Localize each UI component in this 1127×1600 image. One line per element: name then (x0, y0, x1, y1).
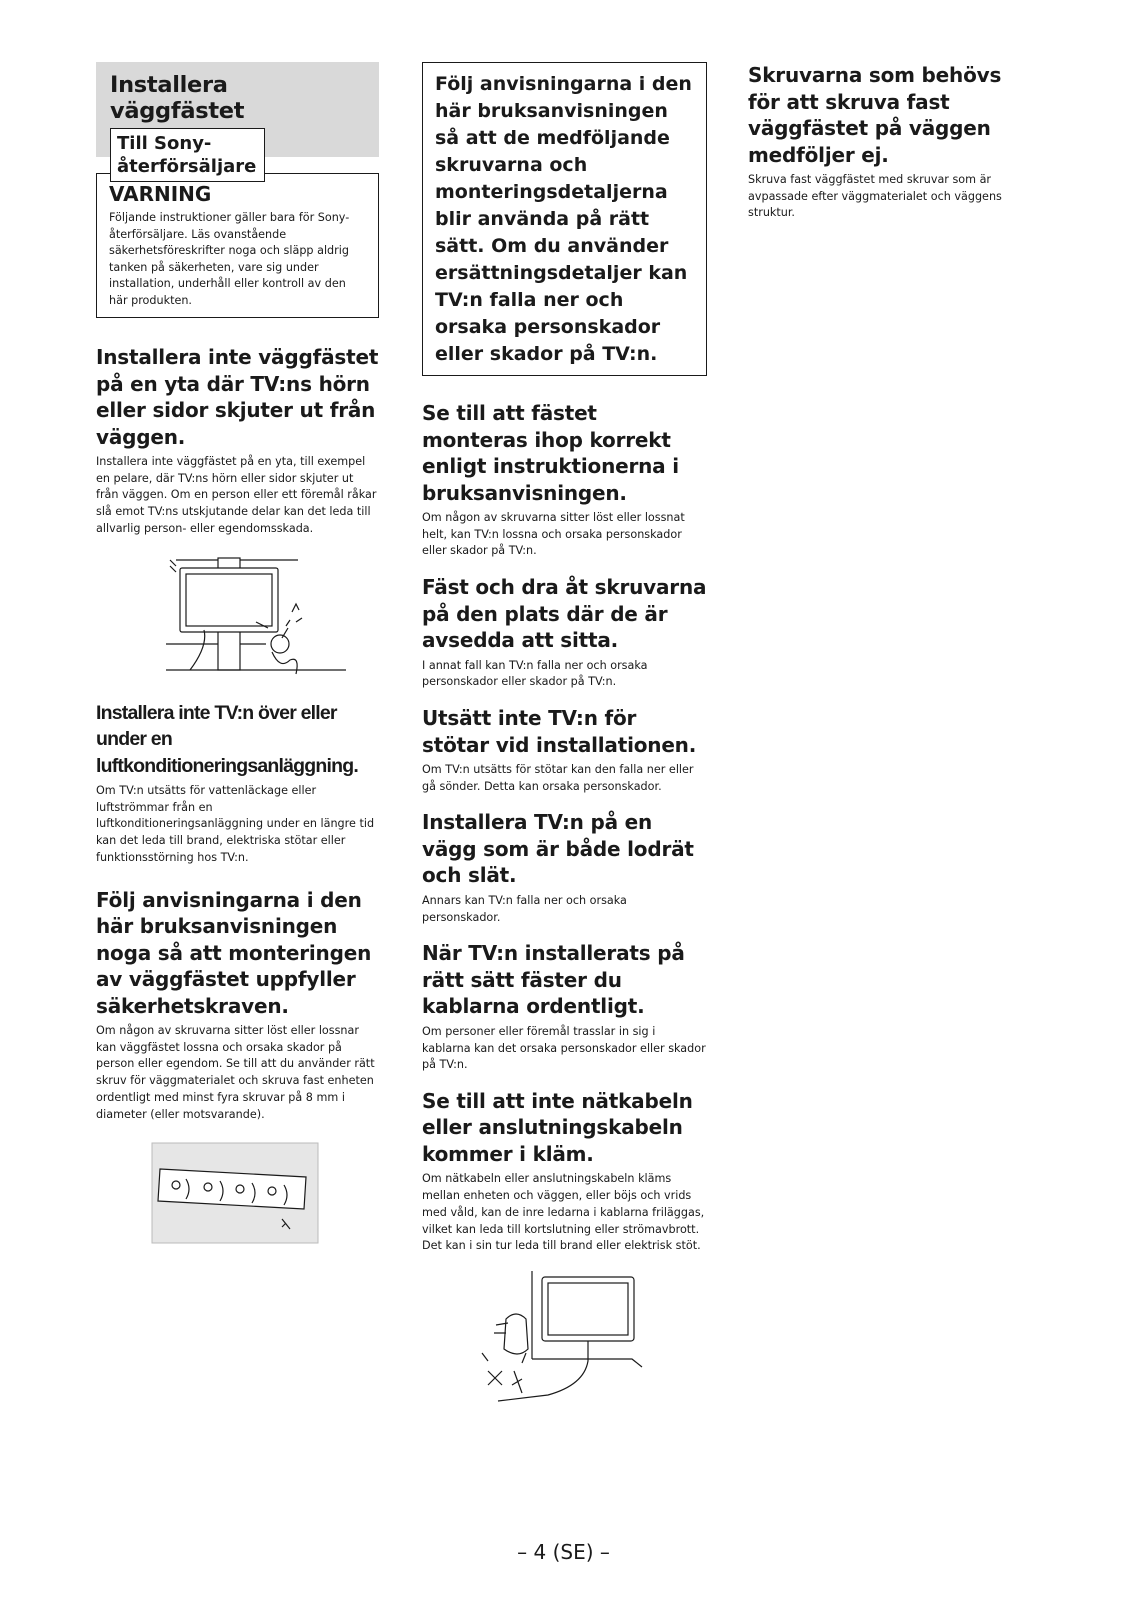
section-heading: Se till att fästet monteras ihop korrekt enligt instruktionerna i bruksanvisningen. (422, 401, 679, 505)
section-vertical-wall (422, 809, 707, 926)
cable-pinch-illustration (422, 1267, 707, 1407)
section-text: Om nätkabeln eller anslutningskabeln kläms mellan enheten och väggen, eller böjs och vrids med våld, kan de inre ledarna i kablarna friläggas, vilket kan leda till kortslutning eller strömavbrott. Det kan i sin tur leda till brand eller elektrisk stöt. (422, 1172, 705, 1253)
section-text: Skruva fast väggfästet med skruvar som är avpassade efter väggmaterialet och väggens struktur. (748, 173, 1002, 220)
section-heading: Installera TV:n på en vägg som är både lodrät och slät. (422, 810, 694, 888)
wall-bracket-illustration (96, 1137, 379, 1249)
section-heading: Installera inte TV:n över eller under en luftkonditioneringsanläggning. (96, 701, 358, 777)
section-text: Om TV:n utsätts för stötar kan den falla ner eller gå sönder. Detta kan orsaka personskador. (422, 763, 694, 793)
audience-tag: Till Sony- återförsäljare (110, 128, 265, 182)
notice-box (422, 62, 707, 376)
column-right (748, 62, 1038, 222)
section-text: Om TV:n utsätts för vattenläckage eller luftströmmar från en luftkonditioneringsanläggning under en längre tid kan det leda till brand, elektriska stötar eller funktionsstörning hos TV:n. (96, 784, 375, 864)
column-left (96, 62, 379, 1249)
page-title: Installera väggfästet (110, 72, 245, 124)
warning-text: Följande instruktioner gäller bara för Sony-återförsäljare. Läs ovanstående säkerhetsföreskrifter noga och släpp aldrig tanken på säkerheten, vare sig under installation, underhåll eller kontroll av den här produkten. (109, 211, 350, 307)
section-follow-instructions (96, 887, 379, 1124)
section-text: Om personer eller föremål trasslar in sig i kablarna kan det orsaka personskador eller skador på TV:n. (422, 1024, 706, 1072)
page-number: – 4 (SE) – (517, 1540, 610, 1564)
section-text: Om någon av skruvarna sitter löst eller lossnat helt, kan TV:n lossna och orsaka personskador eller skador på TV:n. (422, 511, 685, 558)
section-heading: Utsätt inte TV:n för stötar vid installationen. (422, 706, 697, 757)
section-text: Om någon av skruvarna sitter löst eller lossnar kan väggfästet lossna och orsaka skador på person eller egendom. Se till att du använder rätt skruv för väggmaterialet och skruva fast enheten ordentligt med minst fyra skruvar på 8 mm i diameter (eller motsvarande). (96, 1024, 375, 1121)
section-text: Annars kan TV:n falla ner och orsaka personskador. (422, 893, 627, 924)
section-corner-protrusion (96, 344, 379, 538)
section-cable-pinch (422, 1088, 707, 1255)
section-heading: Se till att inte nätkabeln eller anslutningskabeln kommer i kläm. (422, 1088, 693, 1166)
section-text: I annat fall kan TV:n falla ner och orsaka personskador eller skador på TV:n. (422, 658, 648, 689)
section-air-conditioner (96, 700, 379, 867)
warning-heading: VARNING (109, 182, 212, 206)
section-assembly (422, 400, 707, 560)
section-heading: Fäst och dra åt skruvarna på den plats där de är avsedda att sitta. (422, 575, 707, 653)
section-secure-cables (422, 940, 707, 1074)
section-no-shocks (422, 705, 707, 795)
section-heading: Installera inte väggfästet på en yta där TV:ns hörn eller sidor skjuter ut från väggen. (96, 345, 379, 449)
section-title-box (96, 62, 379, 177)
section-text: Installera inte väggfästet på en yta, till exempel en pelare, där TV:ns hörn eller sidor skjuter ut från väggen. Om en person eller ett föremål råkar slå emot TV:ns utskjutande delar kan det leda till allvarlig person- eller egendomsskada. (96, 455, 377, 535)
pillar-collision-illustration (96, 552, 379, 682)
section-tighten-screws (422, 574, 707, 691)
column-middle (422, 62, 707, 1407)
section-heading: Skruvarna som behövs för att skruva fast väggfästet på väggen medföljer ej. (748, 63, 1002, 167)
warning-box (96, 173, 379, 318)
section-heading: Följ anvisningarna i den här bruksanvisningen noga så att monteringen av väggfästet uppfyller säkerhetskraven. (96, 887, 372, 1018)
section-heading: När TV:n installerats på rätt sätt fäster du kablarna ordentligt. (422, 941, 685, 1019)
section-screws-not-included (748, 62, 1038, 222)
notice-text: Följ anvisningarna i den här bruksanvisningen så att de medföljande skruvarna och monteringsdetaljerna blir använda på rätt sätt. Om du använder ersättningsdetaljer kan TV:n falla ner och orsaka personskador eller skador på TV:n. (435, 73, 692, 365)
